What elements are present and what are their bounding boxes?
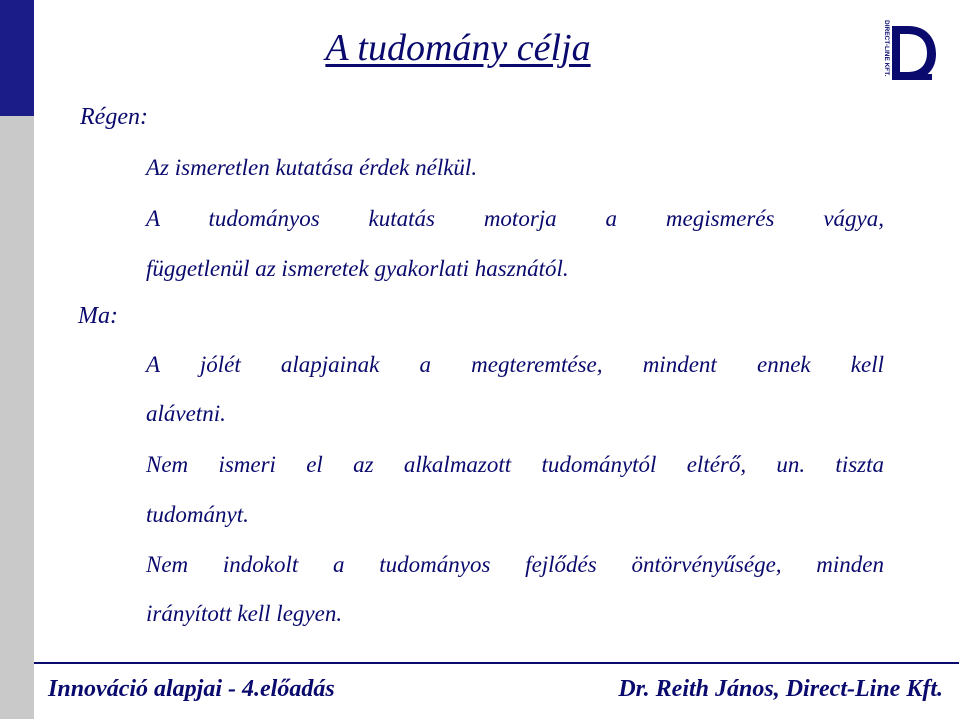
ma-line-5: Nem indokolt a tudományos fejlődés öntörvényűsége, minden — [146, 552, 884, 577]
slide-title: A tudomány célja — [325, 27, 591, 69]
ma-line-1: A jólét alapjainak a megteremtése, mindent ennek kell — [146, 352, 884, 377]
ma-line-4: tudományt. — [146, 502, 249, 527]
label-regen: Régen: — [80, 104, 148, 130]
regen-line-3: függetlenül az ismeretek gyakorlati hasznától. — [146, 256, 569, 281]
ma-line-3: Nem ismeri el az alkalmazott tudománytól eltérő, un. tiszta — [146, 452, 884, 477]
direct-line-logo — [878, 18, 938, 84]
ma-line-2: alávetni. — [146, 401, 226, 426]
sidebar-accent-light — [0, 116, 34, 719]
regen-line-1: Az ismeretlen kutatása érdek nélkül. — [146, 155, 478, 180]
footer-divider — [34, 662, 959, 664]
footer-right: Dr. Reith János, Direct-Line Kft. — [618, 676, 943, 702]
ma-line-6: irányított kell legyen. — [146, 601, 343, 626]
label-ma: Ma: — [78, 303, 118, 329]
regen-line-2: A tudományos kutatás motorja a megismerés vágya, — [146, 206, 884, 231]
footer-left: Innováció alapjai - 4.előadás — [48, 676, 335, 702]
svg-text:DIRECT-LINE KFT.: DIRECT-LINE KFT. — [883, 20, 890, 77]
